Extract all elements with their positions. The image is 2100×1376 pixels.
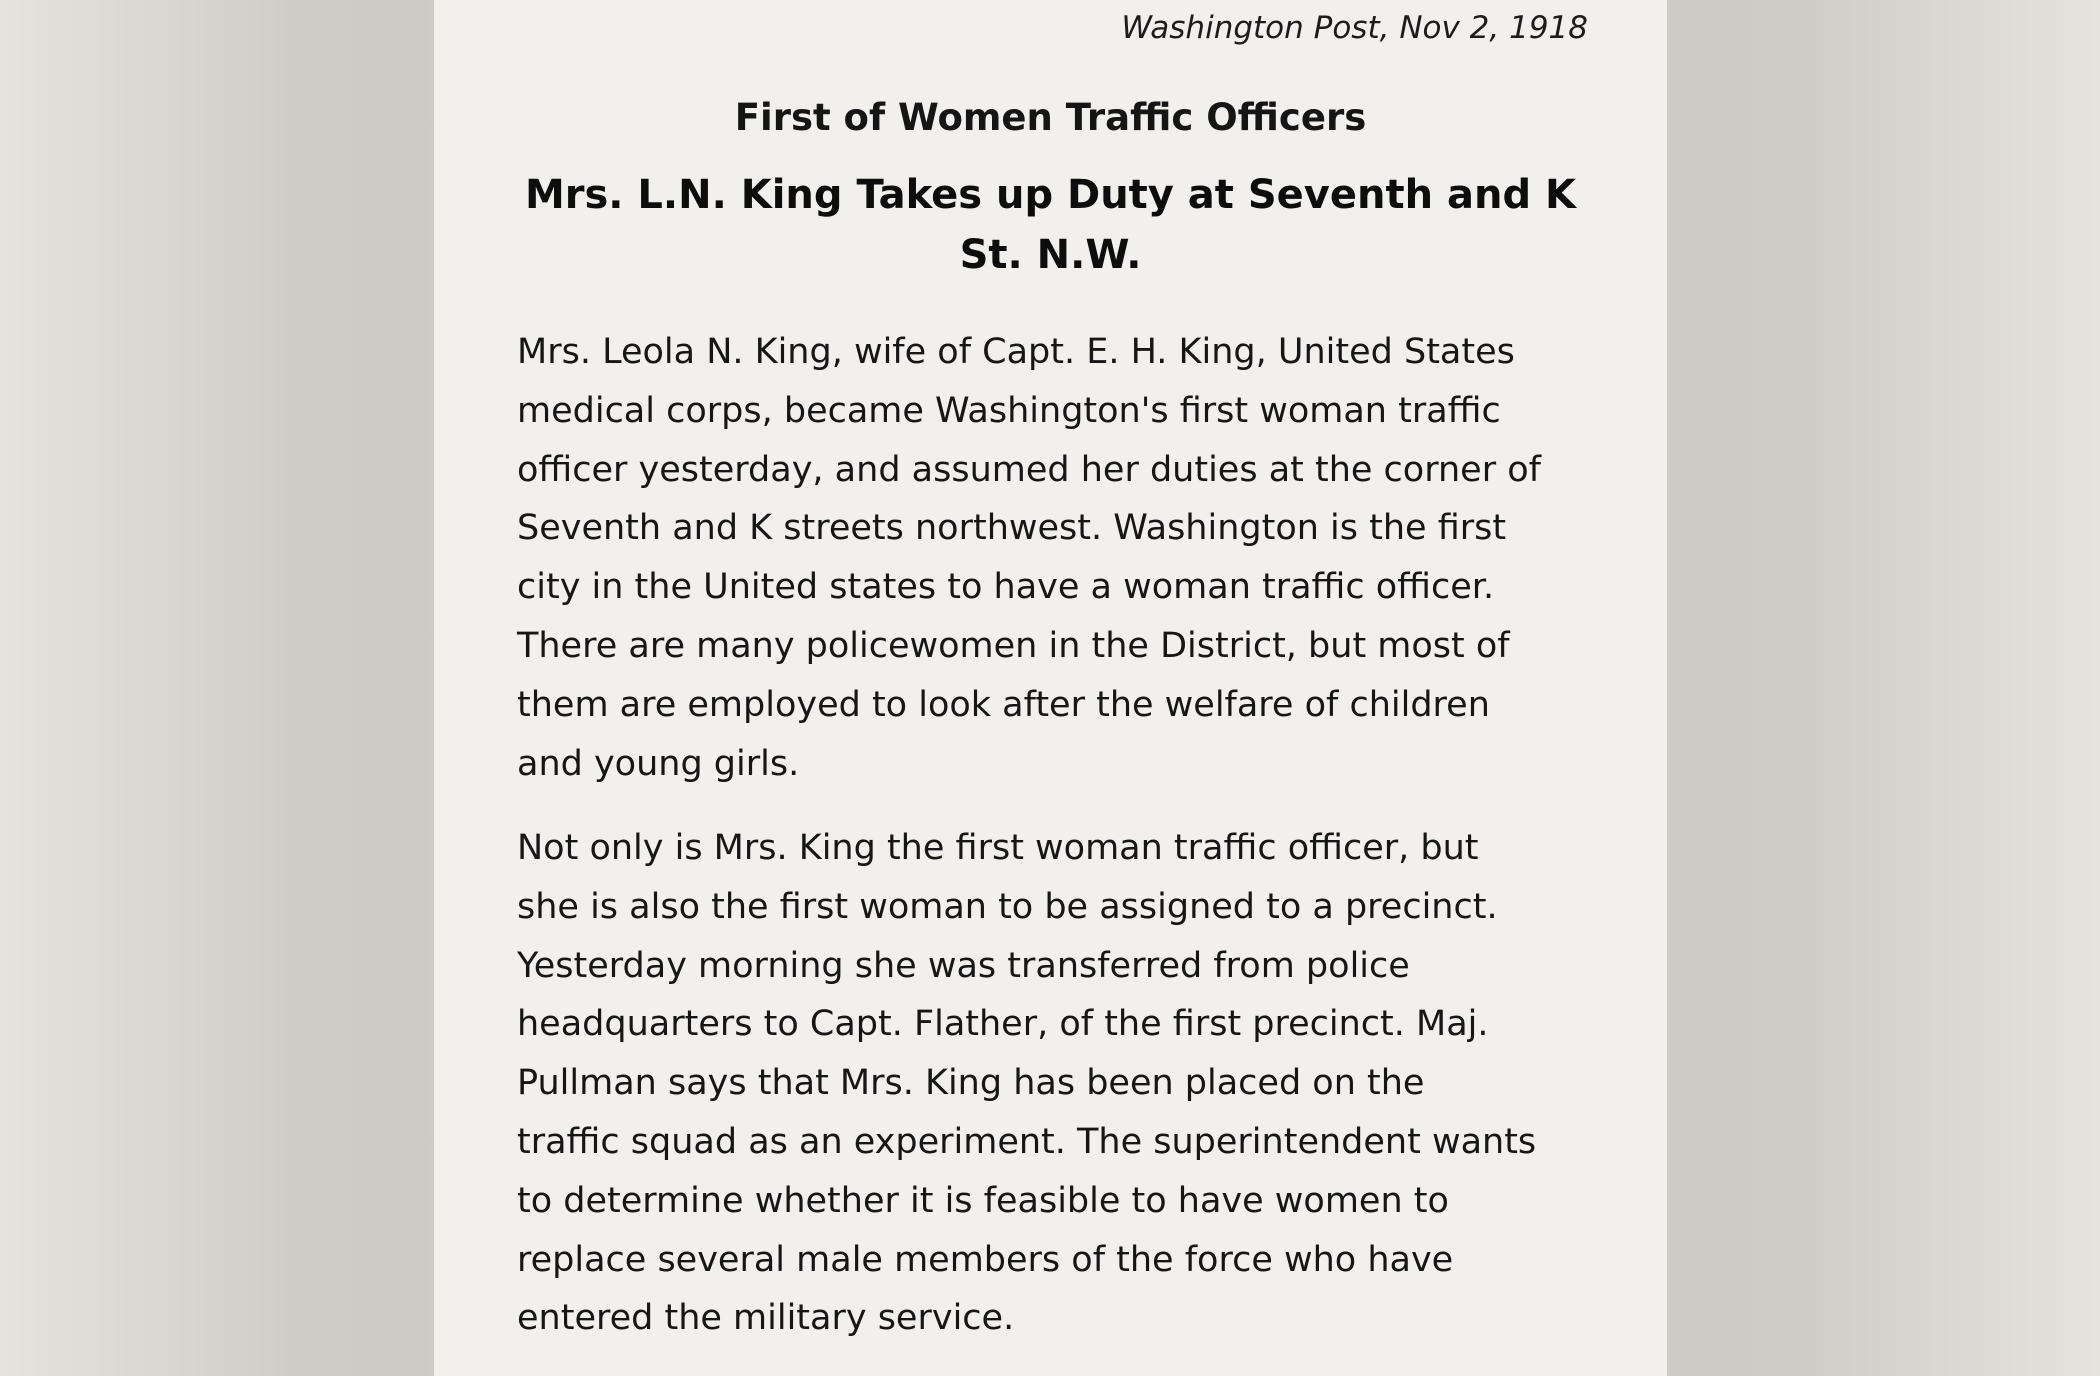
paragraph-line: Pullman says that Mrs. King has been placed on the — [517, 1063, 1425, 1104]
paragraph-line: city in the United states to have a woman traffic officer. — [517, 567, 1495, 608]
paragraph-line: and young girls. — [517, 743, 800, 784]
paragraph-line: officer yesterday, and assumed her duties at the corner of — [517, 449, 1541, 490]
article-paragraph-1 — [517, 323, 1617, 793]
paragraph-line: headquarters to Capt. Flather, of the first precinct. Maj. — [517, 1004, 1489, 1045]
paragraph-line: Yesterday morning she was transferred from police — [517, 945, 1410, 986]
paragraph-line: traffic squad as an experiment. The superintendent wants — [517, 1121, 1537, 1162]
article-headline: First of Women Traffic Officers — [734, 96, 1367, 139]
paragraph-line: entered the military service. — [517, 1298, 1015, 1339]
article-page — [434, 0, 1667, 1376]
paragraph-line: Seventh and K streets northwest. Washington is the first — [517, 508, 1507, 549]
paragraph-line: There are many policewomen in the District, but most of — [517, 625, 1510, 666]
paragraph-line: she is also the first woman to be assigned to a precinct. — [517, 886, 1498, 927]
article-source: Washington Post, Nov 2, 1918 — [1121, 10, 1588, 46]
paragraph-line: Not only is Mrs. King the first woman traffic officer, but — [517, 828, 1479, 868]
article-paragraph-2 — [517, 819, 1617, 1348]
paragraph-line: replace several male members of the force who have — [517, 1239, 1454, 1280]
paragraph-line: to determine whether it is feasible to have women to — [517, 1180, 1449, 1221]
paragraph-line: medical corps, became Washington's first woman traffic — [517, 390, 1501, 431]
paragraph-line: them are employed to look after the welfare of children — [517, 684, 1490, 725]
paragraph-line: Mrs. Leola N. King, wife of Capt. E. H. King, United States — [517, 332, 1515, 372]
article-subheadline: Mrs. L.N. King Takes up Duty at Seventh and K St. N.W. — [524, 172, 1577, 278]
